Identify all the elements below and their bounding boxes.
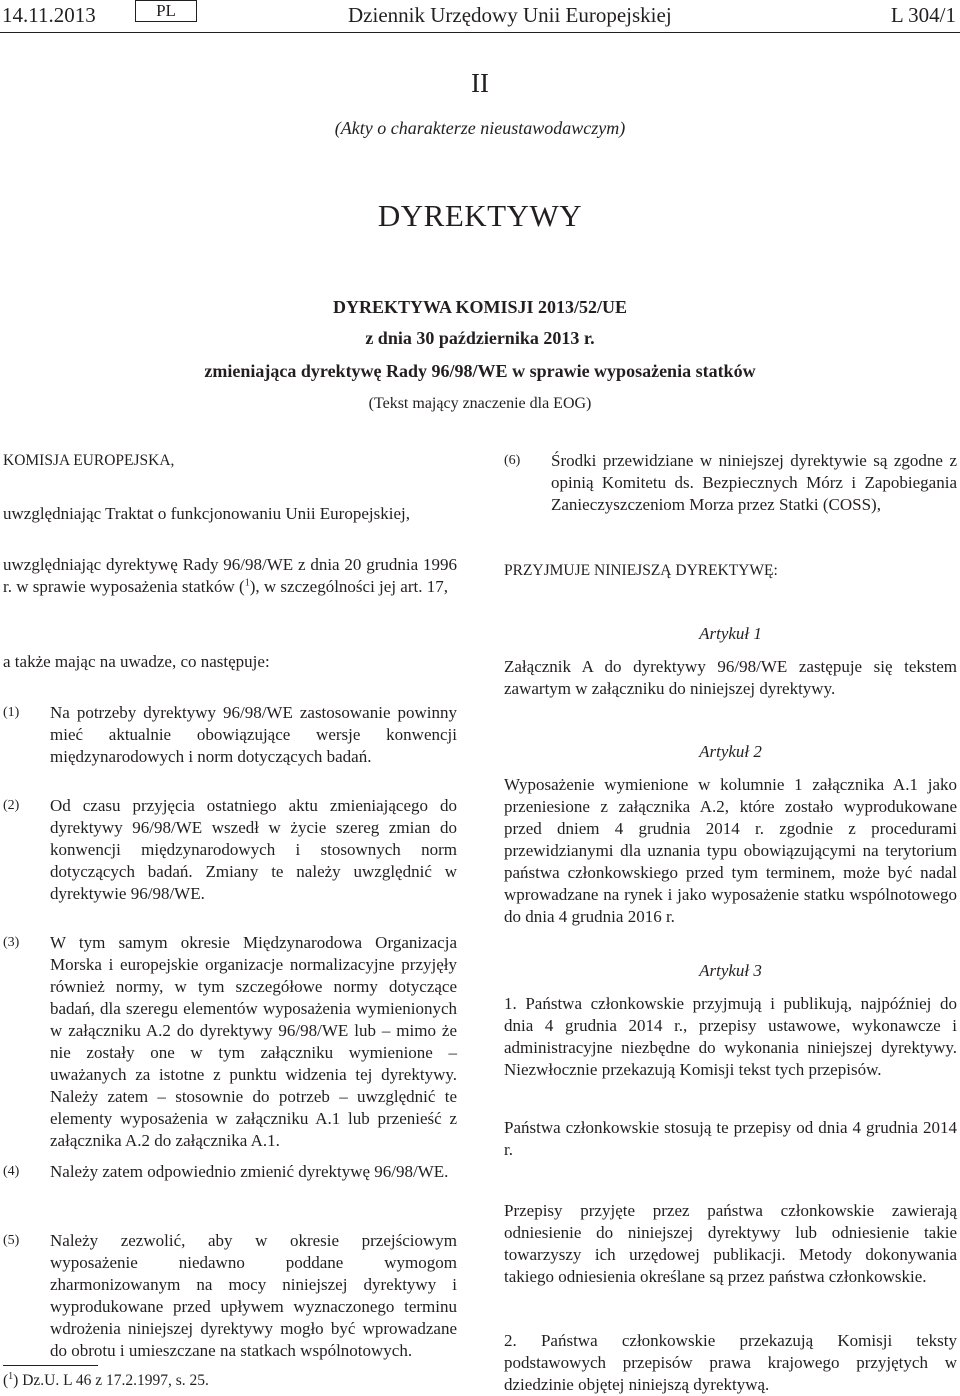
recital-5 (3, 1230, 457, 1362)
recital-text: W tym samym okresie Międzynarodowa Organizacja Morska i europejskie organizacje normalizacyjne przyjęły również normy, w tym szczegółowe normy dotyczące badań, dla szeregu elementów wyposażenia wymienionych w załączniku A.2 do dyrektywy 96/98/WE lub – mimo że nie zostały one w tym załączniku wymienione – uważanych za istotne z punktu widzenia tej dyrektywy. Należy zatem – stosownie do potrzeb – uwzględnić te elementy wyposażenia w załączniku A.1 lub przenieść z załącznika A.2 do załącznika A.1. (50, 933, 457, 1150)
article-3-para-3: Przepisy przyjęte przez państwa członkowskie zawierają odniesienie do niniejszej dyrektywy lub odniesienie takie towarzyszy ich urzędowej publikacji. Metody dokonywania takiego odniesienia określane są przez państwa członkowskie. (504, 1201, 957, 1286)
language-badge: PL (135, 0, 197, 22)
recital-3 (3, 932, 457, 1152)
whereas-intro: a także mając na uwadze, co następuje: (3, 652, 270, 671)
section-title: DYREKTYWY (377, 198, 583, 233)
part-number: II (471, 68, 489, 98)
recital-text: Na potrzeby dyrektywy 96/98/WE zastosowanie powinny mieć aktualnie obowiązujące wersje konwencji międzynarodowych i norm dotyczących badań. (50, 703, 457, 766)
recital-number: (3) (3, 935, 20, 950)
header-date: 14.11.2013 (2, 3, 96, 27)
recital-2 (3, 795, 457, 905)
act-date: z dnia 30 października 2013 r. (365, 328, 595, 348)
citation-directive-text: uwzględniając dyrektywę Rady 96/98/WE z dnia 20 grudnia 1996 r. w sprawie wyposażenia statków ( (3, 555, 457, 596)
article-3-para-2: Państwa członkowskie stosują te przepisy od dnia 4 grudnia 2014 r. (504, 1118, 957, 1159)
article-3-heading: Artykuł 3 (699, 961, 762, 980)
recital-4 (3, 1161, 457, 1183)
commission-heading: KOMISJA EUROPEJSKA, (3, 452, 175, 469)
eea-relevance: (Tekst mający znaczenie dla EOG) (368, 395, 592, 412)
page-reference: L 304/1 (890, 3, 956, 27)
article-1-heading: Artykuł 1 (699, 624, 762, 643)
article-1-text: Załącznik A do dyrektywy 96/98/WE zastępuje się tekstem zawartym w załączniku do niniejszej dyrektywy. (504, 657, 957, 698)
citation-treaty: uwzględniając Traktat o funkcjonowaniu Unii Europejskiej, (3, 504, 410, 523)
recital-1 (3, 702, 457, 768)
recital-number: (4) (3, 1164, 20, 1179)
citation-directive (3, 554, 457, 598)
recital-6 (504, 450, 957, 516)
citation-directive-text-end: ), w szczególności jej art. 17, (249, 577, 448, 596)
footnote-rule (3, 1365, 98, 1366)
article-3-para-4: 2. Państwa członkowskie przekazują Komisji teksty podstawowych przepisów prawa krajowego przyjętych w dziedzinie objętej niniejszą dyrektywą. (504, 1331, 957, 1394)
recital-number: (2) (3, 798, 20, 813)
recital-number: (1) (3, 705, 20, 720)
adoption-formula: PRZYJMUJE NINIEJSZĄ DYREKTYWĘ: (504, 562, 778, 579)
recital-text: Od czasu przyjęcia ostatniego aktu zmieniającego do dyrektywy 96/98/WE wszedł w życie szereg zmian do konwencji międzynarodowych i stosownych norm dotyczących badań. Zmiany te należy uwzględnić w dyrektywie 96/98/WE. (50, 796, 457, 903)
header-rule (0, 32, 960, 33)
footnote-text: Dz.U. L 46 z 17.2.1997, s. 25. (22, 1372, 209, 1389)
recital-text: Należy zezwolić, aby w okresie przejściowym wyposażenie niedawno poddane wymogom zharmonizowanym na mocy niniejszej dyrektywy i wyprodukowane przed upływem wyznaczonego terminu wdrożenia niniejszej dyrektywy mogło być wprowadzane do obrotu i umieszczane na statkach wspólnotowych. (50, 1231, 457, 1360)
recital-number: (5) (3, 1233, 20, 1248)
act-type: DYREKTYWA KOMISJI 2013/52/UE (332, 297, 628, 317)
recital-number: (6) (504, 453, 521, 468)
footnote-ref: 1 (244, 577, 250, 589)
article-2-heading: Artykuł 2 (699, 742, 762, 761)
footnote-mark: 1 (8, 1370, 14, 1382)
recital-text: Należy zatem odpowiednio zmienić dyrektywę 96/98/WE. (50, 1162, 449, 1181)
recital-text: Środki przewidziane w niniejszej dyrektywie są zgodne z opinią Komitetu ds. Bezpiecznych Mórz i Zapobiegania Zanieczyszczeniom Morza przez Statki (COSS), (551, 451, 957, 514)
act-title: zmieniająca dyrektywę Rady 96/98/WE w sprawie wyposażenia statków (204, 361, 756, 381)
non-legislative-note: (Akty o charakterze nieustawodawczym) (334, 118, 626, 138)
article-3-para-1: 1. Państwa członkowskie przyjmują i publikują, najpóźniej do dnia 4 grudnia 2014 r., przepisy ustawowe, wykonawcze i administracyjne niezbędne do wykonania niniejszej dyrektywy. Niezwłocznie przekazują Komisji tekst tych przepisów. (504, 994, 957, 1079)
footnote: ($^1$) Dz.U. L 46 z 17.2.1997, s. 25. (3, 1370, 209, 1389)
article-2-text: Wyposażenie wymienione w kolumnie 1 załącznika A.1 jako przeniesione z załącznika A.2, które zostało wyprodukowane przed dniem 4 grudnia 2014 r. zgodnie z procedurami przewidzianymi dla uznania typu obowiązującymi na terytorium państwa członkowskiego przed tym terminem, może być nadal wprowadzane na rynek i jako wyposażenie statku wspólnotowego do dnia 4 grudnia 2016 r. (504, 775, 957, 926)
journal-title: Dziennik Urzędowy Unii Europejskiej (348, 3, 672, 27)
